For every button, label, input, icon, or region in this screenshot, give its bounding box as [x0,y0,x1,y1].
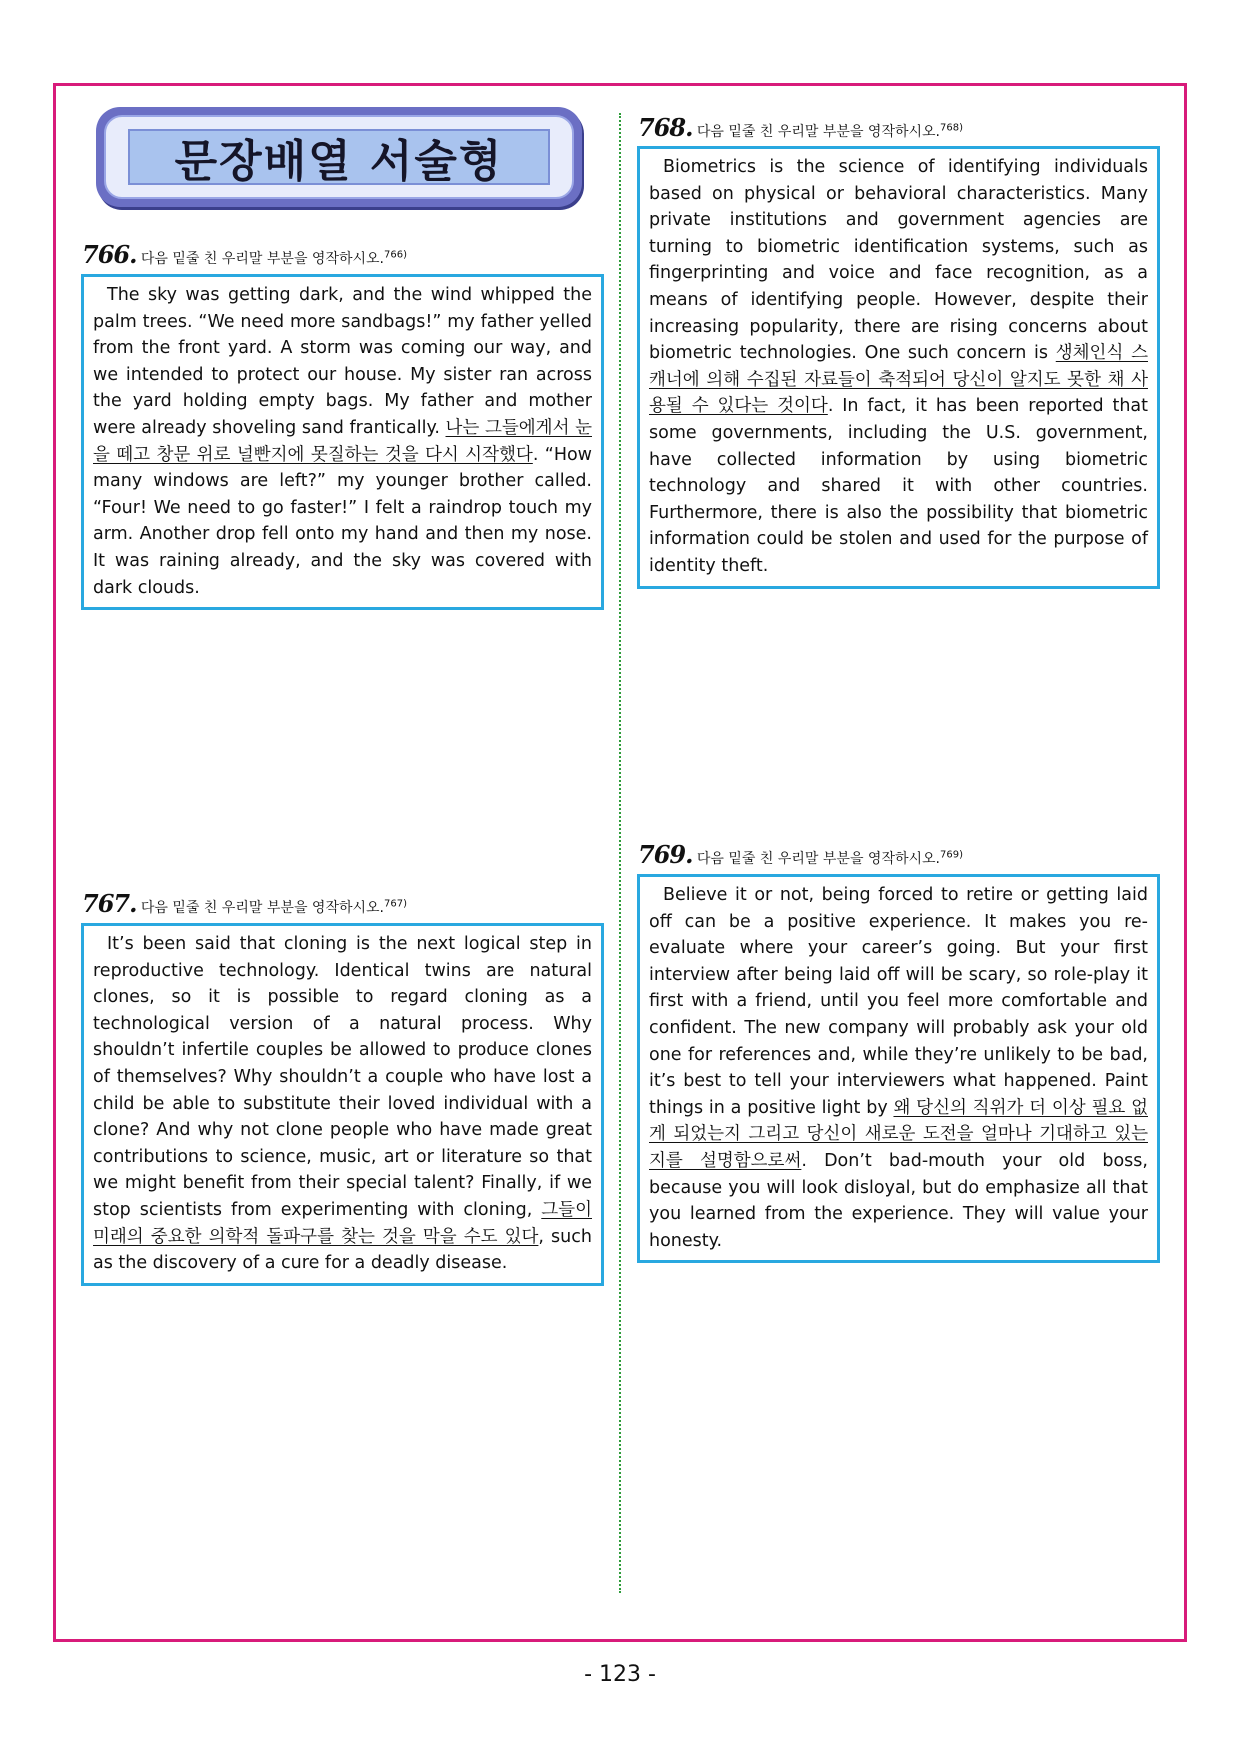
footnote-ref: 769) [940,849,963,861]
underlined-korean: 왜 당신의 직위가 더 이상 필요 없게 되었는지 그리고 당신이 새로운 도전을 얼마나 기대하고 있는지를 설명함으로써 [649,1097,1148,1171]
question-number: 768. [638,113,693,142]
passage-text: It’s been said that cloning is the next logical step in reproductive technology. Identical twins are natural clones, so it is possible to regard cloning as a technological version of a natural process. Why shouldn’t infertile couples be allowed to produce clones of themselves? Why shouldn’t a couple who have lost a child be able to substitute their loved individual with a clone? And why not clone people who have made great contributions to science, music, art or literature so that we might benefit from their special talent? Finally, if we stop scientists from experimenting with cloning, [93,934,592,1220]
section-title-banner [96,107,582,207]
passage-text: , such as the discovery of a cure for a deadly disease. [93,1226,592,1274]
passage-text: . Don’t bad-mouth your old boss, because you will look disloyal, but do emphasize all that you learned from the experience. They will value your honesty. [649,1150,1148,1251]
passage-text: . “How many windows are left?” my younger brother called. “Four! We need to go faster!” I felt a raindrop touch my arm. Another drop fell onto my hand and then my nose. It was raining already, and the sky was covered with dark clouds. [93,444,592,598]
question-passage-766 [81,274,604,610]
footnote-ref: 768) [940,122,963,134]
footnote-ref: 767) [384,898,407,910]
passage-text: The sky was getting dark, and the wind whipped the palm trees. “We need more sandbags!” my father yelled from the front yard. A storm was coming our way, and we intended to protect our house. My sister ran across the yard holding empty bags. My father and mother were already shoveling sand frantically. [93,285,592,438]
question-instruction: 다음 밑줄 친 우리말 부분을 영작하시오. [140,251,384,267]
column-divider [619,113,621,1593]
question-header-767 [82,889,407,918]
footnote-ref: 766) [384,249,407,261]
underlined-korean: 나는 그들에게서 눈을 떼고 창문 위로 널빤지에 못질하는 것을 다시 시작했다 [93,417,592,465]
underlined-korean: 그들이 미래의 중요한 의학적 돌파구를 찾는 것을 막을 수도 있다 [93,1199,592,1247]
question-instruction: 다음 밑줄 친 우리말 부분을 영작하시오. [696,124,940,140]
question-header-768 [638,113,963,142]
question-header-766 [82,240,407,269]
question-number: 767. [82,889,137,918]
question-passage-769 [637,874,1160,1263]
question-instruction: 다음 밑줄 친 우리말 부분을 영작하시오. [696,851,940,867]
section-title: 문장배열 서술형 [174,136,504,187]
question-number: 766. [82,240,137,269]
question-instruction: 다음 밑줄 친 우리말 부분을 영작하시오. [140,900,384,916]
page-number: - 123 - [584,1662,656,1687]
question-number: 769. [638,840,693,869]
passage-text: Biometrics is the science of identifying individuals based on physical or behavioral characteristics. Many private institutions and government agencies are turning to biometric identification systems, such as fingerprinting and voice and face recognition, as a means of identifying people. However, despite their increasing popularity, there are rising concerns about biometric technologies. One such concern is [649,157,1148,364]
question-header-769 [638,840,963,869]
question-passage-767 [81,923,604,1286]
question-passage-768 [637,146,1160,589]
underlined-korean: 생체인식 스캐너에 의해 수집된 자료들이 축적되어 당신이 알지도 못한 채 사용될 수 있다는 것이다 [649,343,1148,417]
passage-text: . In fact, it has been reported that some governments, including the U.S. government, have collected information by using biometric technology and shared it with other countries. Furthermore, there is also the possibility that biometric information could be stolen and used for the purpose of identity theft. [649,396,1149,576]
passage-text: Believe it or not, being forced to retire or getting laid off can be a positive experience. It makes you re-evaluate where your career’s going. But your first interview after being laid off will be scary, so role-play it first with a friend, until you feel more comfortable and confident. The new company will probably ask your old one for references and, while they’re unlikely to be bad, it’s best to tell your interviewers what happened. Paint things in a positive light by [649,885,1148,1118]
